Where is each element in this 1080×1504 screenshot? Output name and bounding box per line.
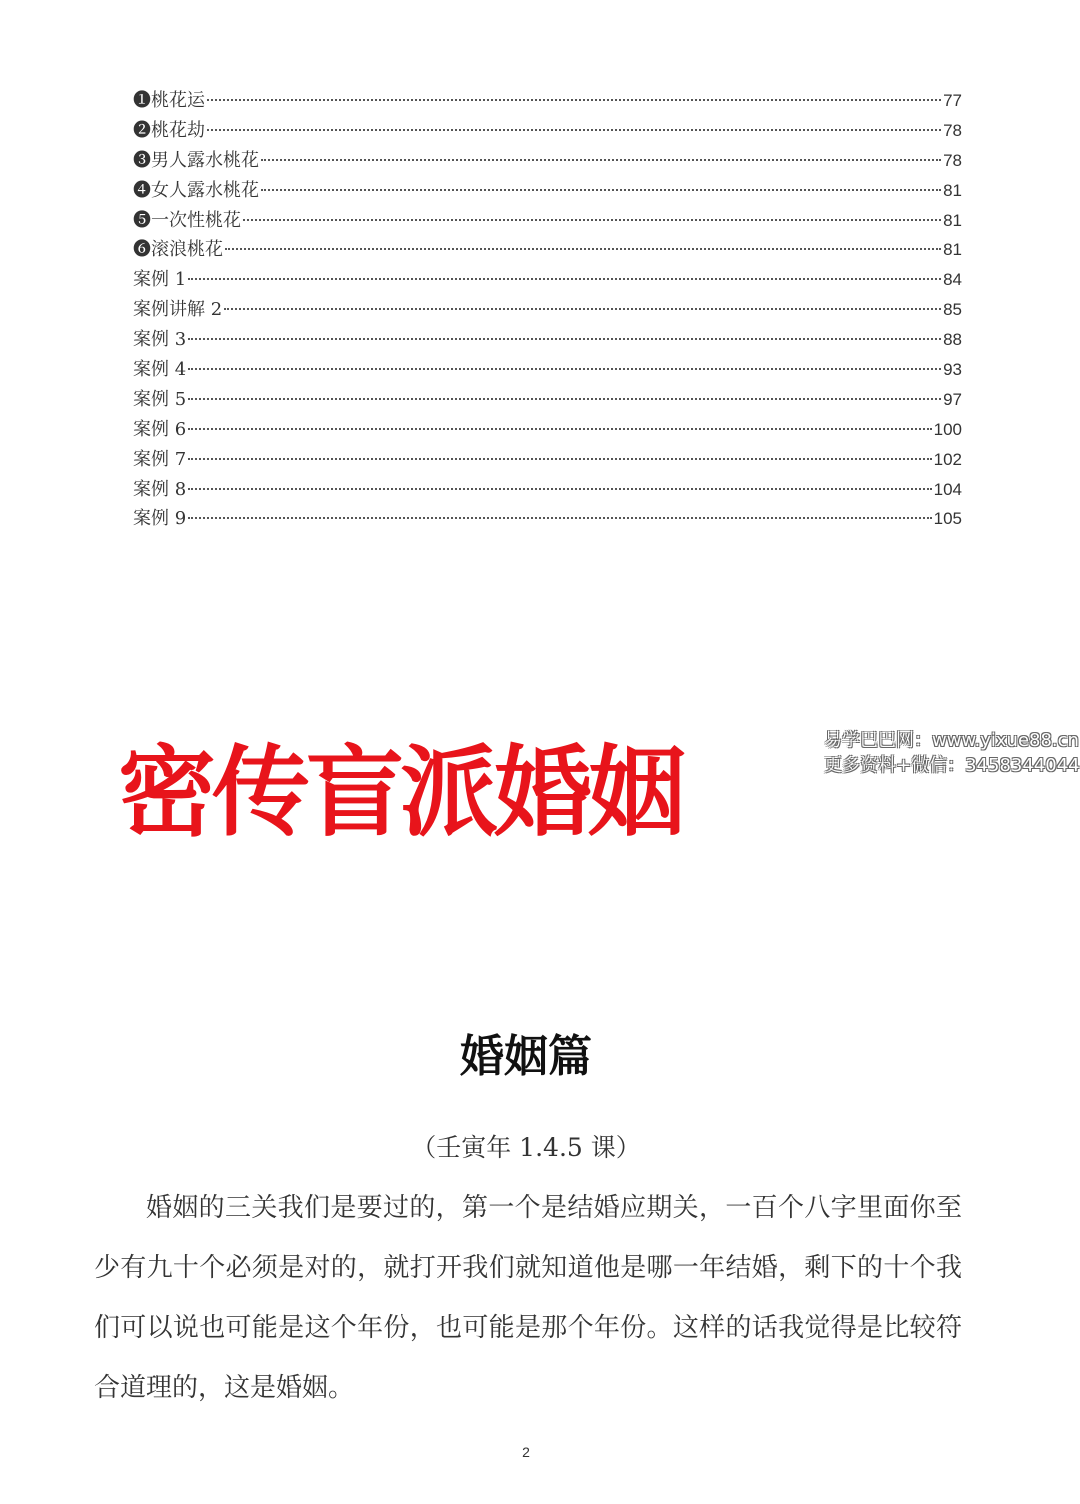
toc-leader-dots	[188, 458, 931, 460]
toc-entry-label: 案例 5	[133, 388, 187, 410]
toc-entry-page: 84	[943, 270, 962, 290]
toc-leader-dots	[207, 129, 941, 131]
toc-entry-page: 81	[943, 180, 962, 200]
toc-leader-dots	[188, 338, 941, 340]
toc-entry-page: 104	[933, 479, 962, 499]
toc-entry-label: ❷桃花劫	[133, 119, 205, 141]
toc-entry-page: 78	[943, 120, 962, 140]
toc-entry[interactable]	[133, 504, 962, 534]
toc-leader-dots	[188, 368, 941, 370]
toc-entry-label: ❹女人露水桃花	[133, 179, 259, 201]
toc-leader-dots	[261, 189, 941, 191]
toc-entry[interactable]	[133, 355, 962, 385]
toc-entry-page: 81	[943, 210, 962, 230]
toc-leader-dots	[188, 488, 931, 490]
toc-leader-dots	[224, 308, 941, 310]
toc-entry-page: 102	[933, 449, 962, 469]
watermark-line-site: 易学巴巴网：www.yixue88.cn	[824, 730, 1079, 751]
body-paragraph: 婚姻的三关我们是要过的，第一个是结婚应期关，一百个八字里面你至少有九十个必须是对的，就打开我们就知道他是哪一年结婚，剩下的十个我们可以说也可能是这个年份，也可能是那个年份。这样的话我觉得是比较符合道理的，这是婚姻。	[94, 1193, 962, 1403]
toc-entry-label: ❶桃花运	[133, 90, 205, 111]
toc-entry-label: 案例 4	[133, 359, 187, 381]
toc-entry[interactable]	[133, 295, 962, 325]
toc-entry-label: ❸男人露水桃花	[133, 149, 259, 171]
toc-entry[interactable]	[133, 445, 962, 475]
toc-entry-label: ❻滚浪桃花	[133, 239, 223, 261]
toc-entry-label: 案例 1	[133, 269, 187, 291]
toc-entry-label: 案例 3	[133, 329, 187, 351]
toc-entry-label: 案例 6	[133, 418, 187, 440]
toc-entry-page: 81	[943, 240, 962, 260]
toc-entry[interactable]	[133, 235, 962, 265]
toc-entry[interactable]	[133, 475, 962, 505]
toc-entry[interactable]	[133, 206, 962, 236]
toc-leader-dots	[188, 517, 931, 519]
toc-entry-page: 100	[933, 419, 962, 439]
toc-leader-dots	[261, 159, 941, 161]
toc-entry-label: 案例 7	[133, 448, 187, 470]
toc-leader-dots	[188, 398, 941, 400]
toc-entry[interactable]	[133, 116, 962, 146]
toc-leader-dots	[225, 248, 941, 250]
toc-entry-label: 案例 8	[133, 478, 187, 500]
section-title: 婚姻篇	[460, 1031, 592, 1082]
toc-leader-dots	[207, 99, 941, 101]
toc-leader-dots	[243, 219, 941, 221]
toc-entry-page: 93	[943, 360, 962, 380]
toc-entry[interactable]	[133, 325, 962, 355]
toc-entry-page: 105	[933, 509, 962, 529]
toc-entry-page: 97	[943, 389, 962, 409]
toc-entry[interactable]	[133, 385, 962, 415]
watermark	[824, 728, 1080, 778]
section-subtitle: （壬寅年 1.4.5 课）	[411, 1133, 641, 1162]
toc-leader-dots	[188, 278, 941, 280]
toc-entry-label: ❺一次性桃花	[133, 209, 241, 231]
toc-leader-dots	[188, 428, 931, 430]
toc-entry[interactable]	[133, 176, 962, 206]
toc-entry-label: 案例 9	[133, 508, 187, 530]
watermark-line-wechat: 更多资料+微信：3458344044	[824, 755, 1080, 776]
toc-entry[interactable]	[133, 265, 962, 295]
toc-entry-page: 78	[943, 150, 962, 170]
toc-entry-label: 案例讲解 2	[133, 299, 223, 321]
toc-entry[interactable]	[133, 146, 962, 176]
toc-entry-page: 85	[943, 300, 962, 320]
table-of-contents	[133, 86, 962, 534]
toc-entry-page: 88	[943, 330, 962, 350]
banner-title: 密传盲派婚姻	[118, 736, 683, 850]
toc-entry[interactable]	[133, 415, 962, 445]
toc-entry[interactable]	[133, 86, 962, 116]
page-number: 2	[522, 1444, 530, 1460]
toc-entry-page: 77	[943, 91, 962, 110]
